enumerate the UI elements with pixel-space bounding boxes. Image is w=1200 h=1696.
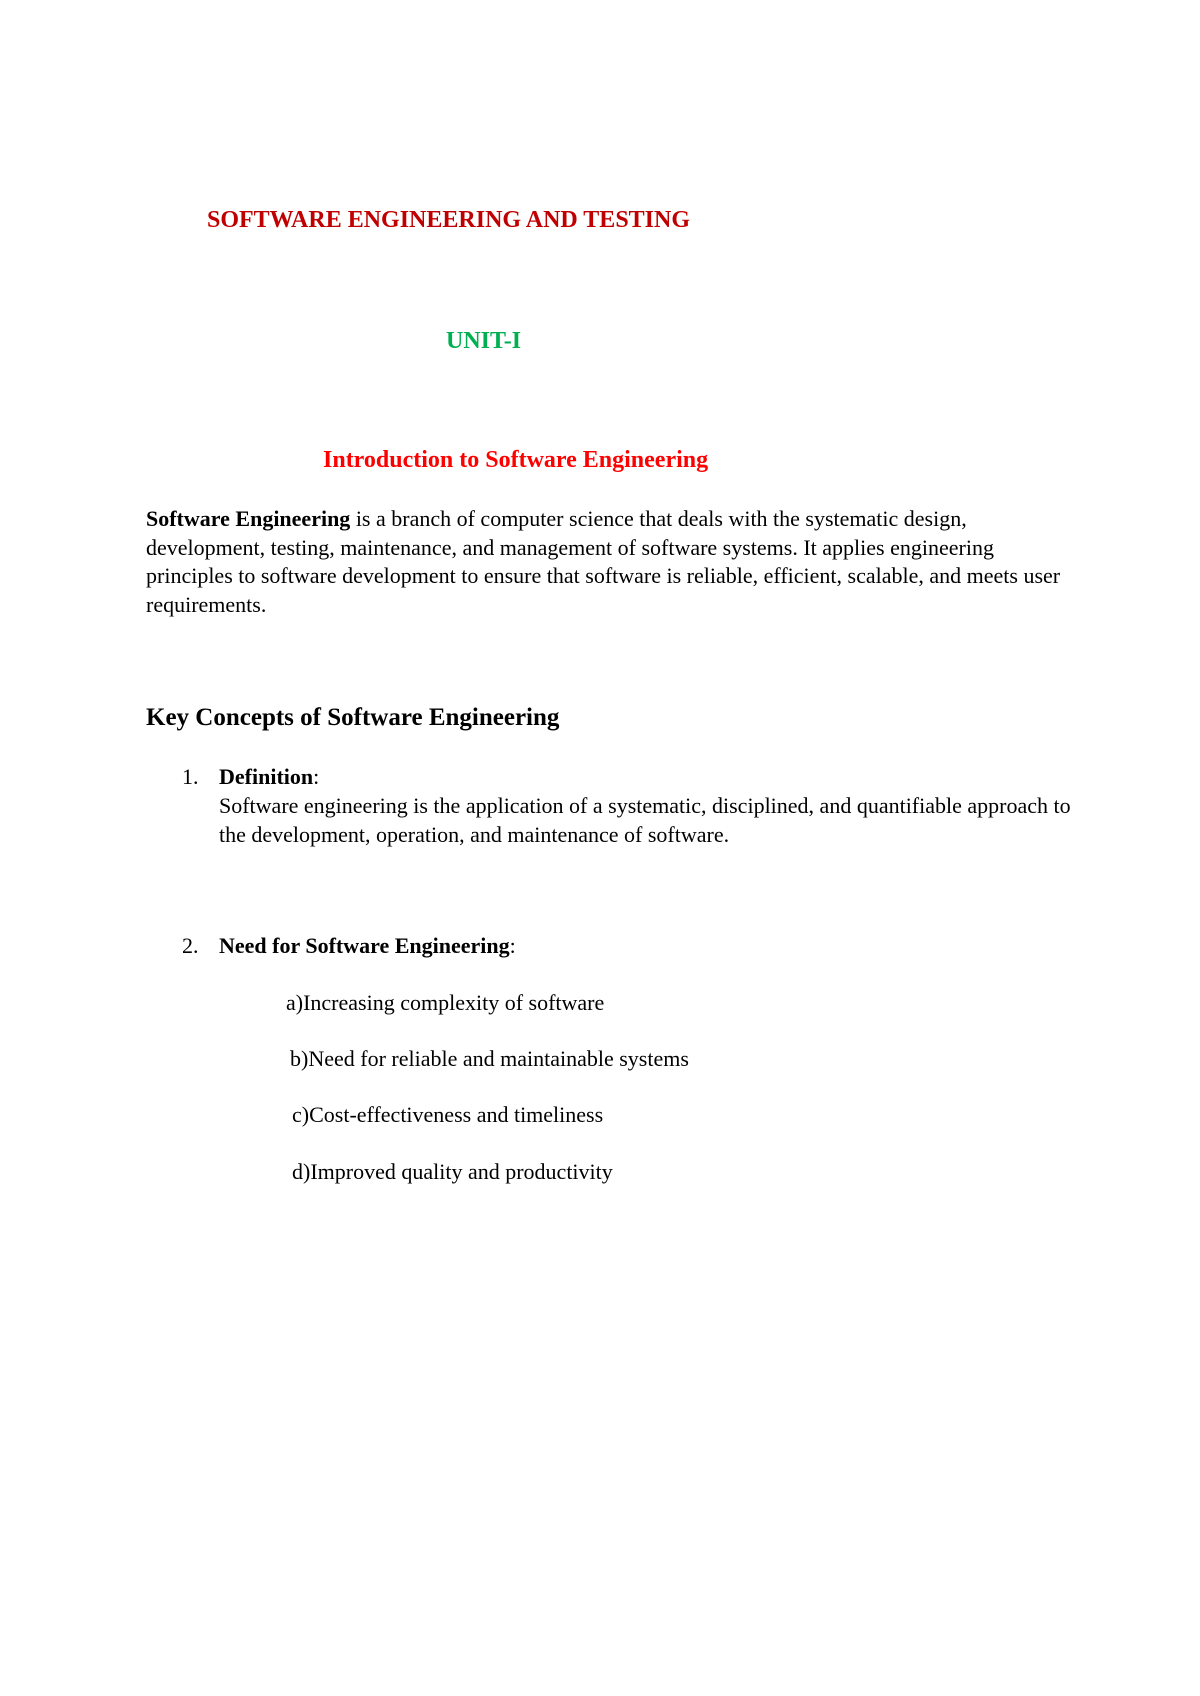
- intro-term: Software Engineering: [146, 506, 351, 531]
- definition-heading: [219, 763, 319, 792]
- key-concepts-heading: Key Concepts of Software Engineering: [146, 704, 560, 731]
- list-number-2: 2.: [182, 933, 199, 958]
- need-heading: [219, 932, 516, 961]
- document-title: SOFTWARE ENGINEERING AND TESTING: [207, 207, 691, 233]
- unit-label: UNIT-I: [446, 328, 522, 354]
- list-number-1: 1.: [182, 764, 199, 789]
- intro-text: is a branch of computer science that deals with the systematic design, development, testing, maintenance, and management of software systems. It applies engineering principles to software development to ensure that software is reliable, efficient, scalable, and meets user requirements.: [146, 506, 1061, 617]
- intro-paragraph: [146, 505, 1076, 619]
- need-subitem-c: c)Cost-effectiveness and timeliness: [292, 1102, 604, 1127]
- need-label: Need for Software Engineering: [219, 933, 510, 958]
- definition-label: Definition: [219, 764, 314, 789]
- definition-colon: :: [313, 764, 320, 789]
- section-title: Introduction to Software Engineering: [323, 447, 709, 473]
- need-subitem-a: a)Increasing complexity of software: [286, 990, 605, 1015]
- need-colon: :: [509, 933, 516, 958]
- need-subitem-b: b)Need for reliable and maintainable systems: [290, 1046, 689, 1071]
- definition-body: Software engineering is the application of a systematic, disciplined, and quantifiable approach to the development, operation, and maintenance of software.: [219, 793, 1071, 847]
- need-subitem-d: d)Improved quality and productivity: [292, 1159, 613, 1184]
